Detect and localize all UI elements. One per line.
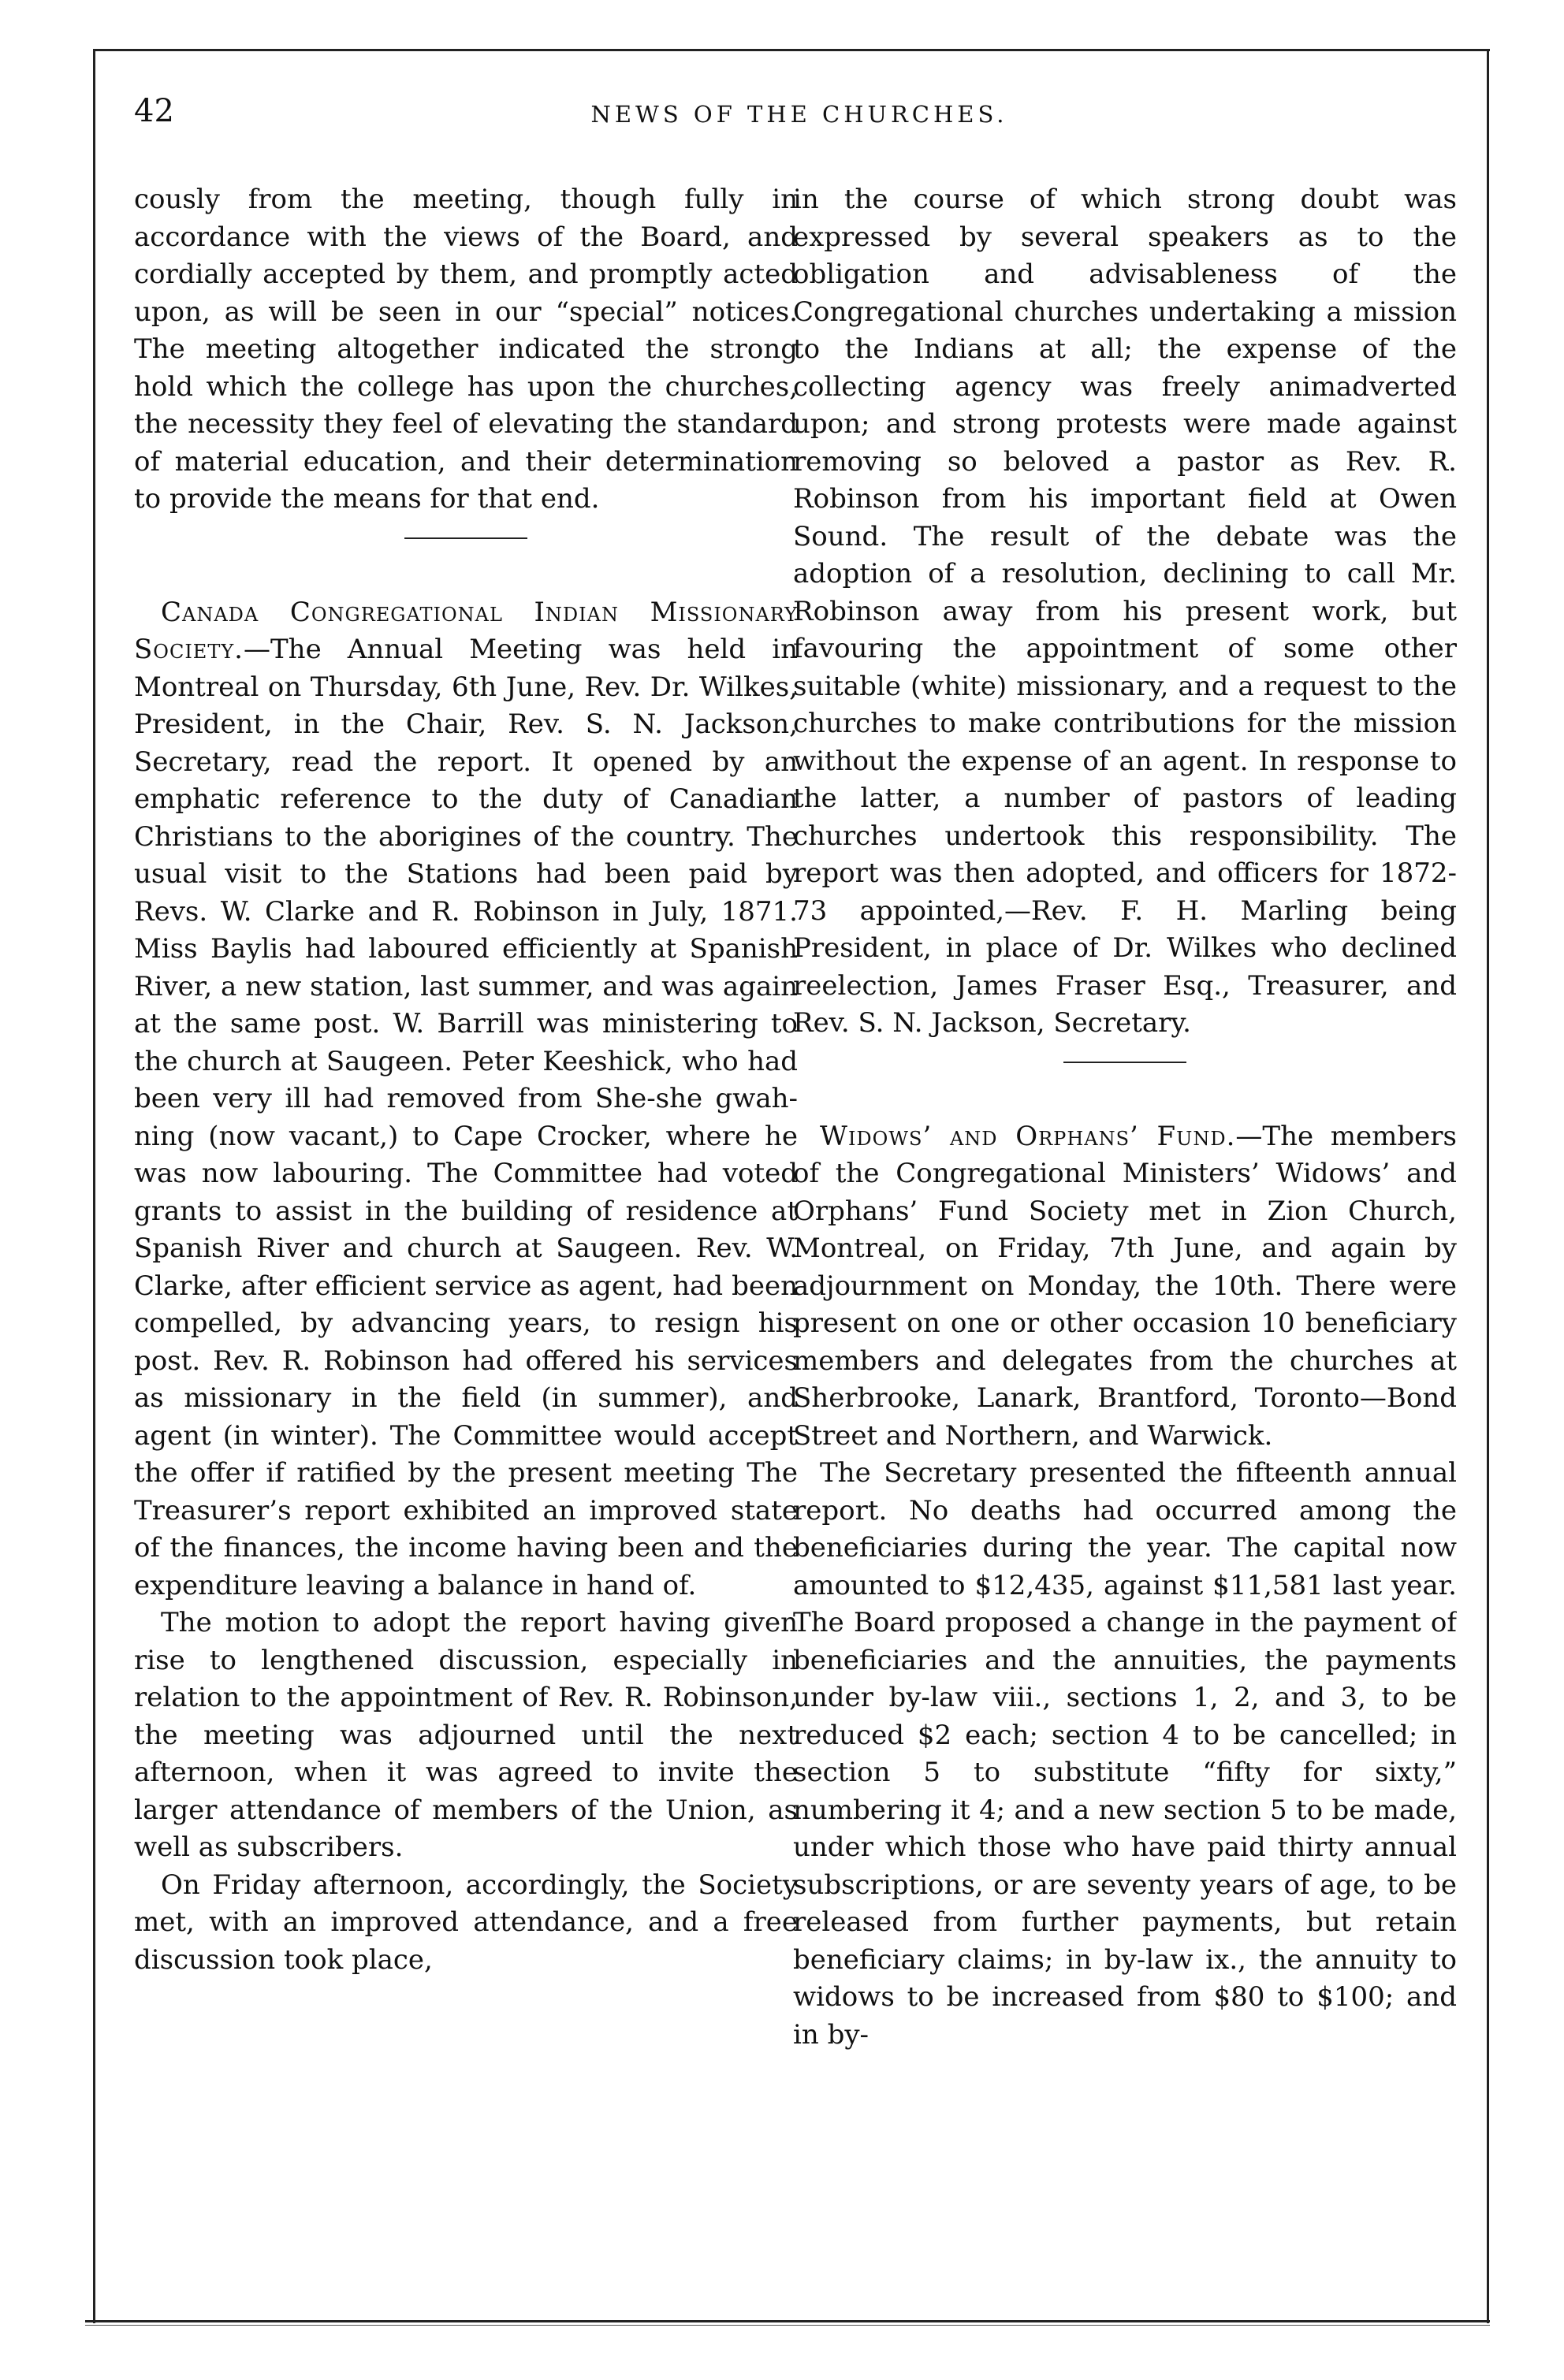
indian-missionary-society-paragraph xyxy=(134,594,798,1605)
indian-missionary-text: —The Annual Meeting was held in Montreal on Thursday, 6th June, Rev. Dr. Wilkes, President, in the Chair, Rev. S. N. Jackson, Secretary, read the report. It opened by an emphatic reference to the duty of Canadian Christians to the aborigines of the country. The usual visit to the Stations had been paid by Revs. W. Clarke and R. Robinson in July, 1871. Miss Baylis had laboured efficiently at Spanish River, a new station, last summer, and was again at the same post. W. Barrill was ministering to the church at Saugeen. Peter Keeshick, who had been very ill had removed from She-she gwah-ning (now vacant,) to Cape Crocker, where he was now labouring. The Committee had voted grants to assist in the building of residence at Spanish River and church at Saugeen. Rev. W. Clarke, after efficient service as agent, had been compelled, by advancing years, to resign his post. Rev. R. Robinson had offered his services as missionary in the field (in summer), and agent (in winter). The Committee would accept the offer if ratified by the present meeting The Treasurer’s report exhibited an improved state of the finances, the income having been and the expenditure leaving a balance in hand of. xyxy=(134,634,798,1601)
page-border-left xyxy=(93,49,95,2323)
page-border-bottom-inner xyxy=(85,2325,1490,2326)
annual-report-paragraph: The Secretary presented the fifteenth annual report. No deaths had occurred among the beneficiaries during the year. The capital now amounted to $12,435, against $11,581 last year. The Board proposed a change in the payment of beneficiaries and the annuities, the payments under by-law viii., sections 1, 2, and 3, to be reduced $2 each; section 4 to be cancelled; in section 5 to substitute “fifty for sixty,” numbering it 4; and a new section 5 to be made, under which those who have paid thirty annual subscriptions, or are seventy years of age, to be released from further payments, but retain beneficiary claims; in by-law ix., the annuity to widows to be increased from $80 to $100; and in by- xyxy=(793,1457,1457,2051)
section-divider xyxy=(1063,1062,1186,1063)
page-border-bottom xyxy=(85,2320,1490,2322)
page-border-top xyxy=(93,49,1490,51)
section-heading-widows-fund: Widows’ and Orphans’ Fund. xyxy=(820,1120,1236,1152)
widows-fund-text: —The members of the Congregational Ministers’ Widows’ and Orphans’ Fund Society met in Zion Church, Montreal, on Friday, 7th June, and again by adjournment on Monday, the 10th. There were present on one or other occasion 10 beneficiary members and delegates from the churches at Sherbrooke, Lanark, Brantford, Toronto—Bond Street and Northern, and Warwick. xyxy=(793,1120,1457,1452)
section-divider xyxy=(404,537,527,539)
college-meeting-paragraph: cously from the meeting, though fully in accordance with the views of the Board, and cordially accepted by them, and promptly acted upon, as will be seen in our “special” notices. The meeting altogether indicated the strong hold which the college has upon the churches, the necessity they feel of elevating the standard of material education, and their determination to provide the means for that end. xyxy=(134,184,798,515)
page-border-right xyxy=(1487,49,1489,2323)
running-title: NEWS OF THE CHURCHES. xyxy=(590,101,1008,128)
adjournment-paragraph: The motion to adopt the report having given rise to lengthened discussion, especially in relation to the appointment of Rev. R. Robinson, the meeting was adjourned until the next afternoon, when it was agreed to invite the larger attendance of members of the Union, as well as subscribers. xyxy=(134,1607,798,1863)
right-column xyxy=(793,181,1457,2317)
section-heading-indian-missionary: Canada Congregational Indian Missionary Society. xyxy=(134,596,798,665)
page-header xyxy=(134,93,1465,140)
debate-result-paragraph: in the course of which strong doubt was expressed by several speakers as to the obligation and advisableness of the Congregational churches undertaking a mission to the Indians at all; the expense of the collecting agency was freely animadverted upon; and strong protests were made against removing so beloved a pastor as Rev. R. Robinson from his important field at Owen Sound. The result of the debate was the adoption of a resolution, declining to call Mr. Robinson away from his present work, but favouring the appointment of some other suitable (white) missionary, and a request to the churches to make contributions for the mission without the expense of an agent. In response to the latter, a number of pastors of leading churches undertook this responsibility. The report was then adopted, and officers for 1872-73 appointed,—Rev. F. H. Marling being President, in place of Dr. Wilkes who declined reelection, James Fraser Esq., Treasurer, and Rev. S. N. Jackson, Secretary. xyxy=(793,184,1457,1039)
widows-fund-paragraph xyxy=(793,1118,1457,1456)
friday-meeting-paragraph: On Friday afternoon, accordingly, the Society met, with an improved attendance, and a free discussion took place, xyxy=(134,1869,798,1976)
page-number: 42 xyxy=(134,93,174,129)
left-column xyxy=(134,181,798,2317)
